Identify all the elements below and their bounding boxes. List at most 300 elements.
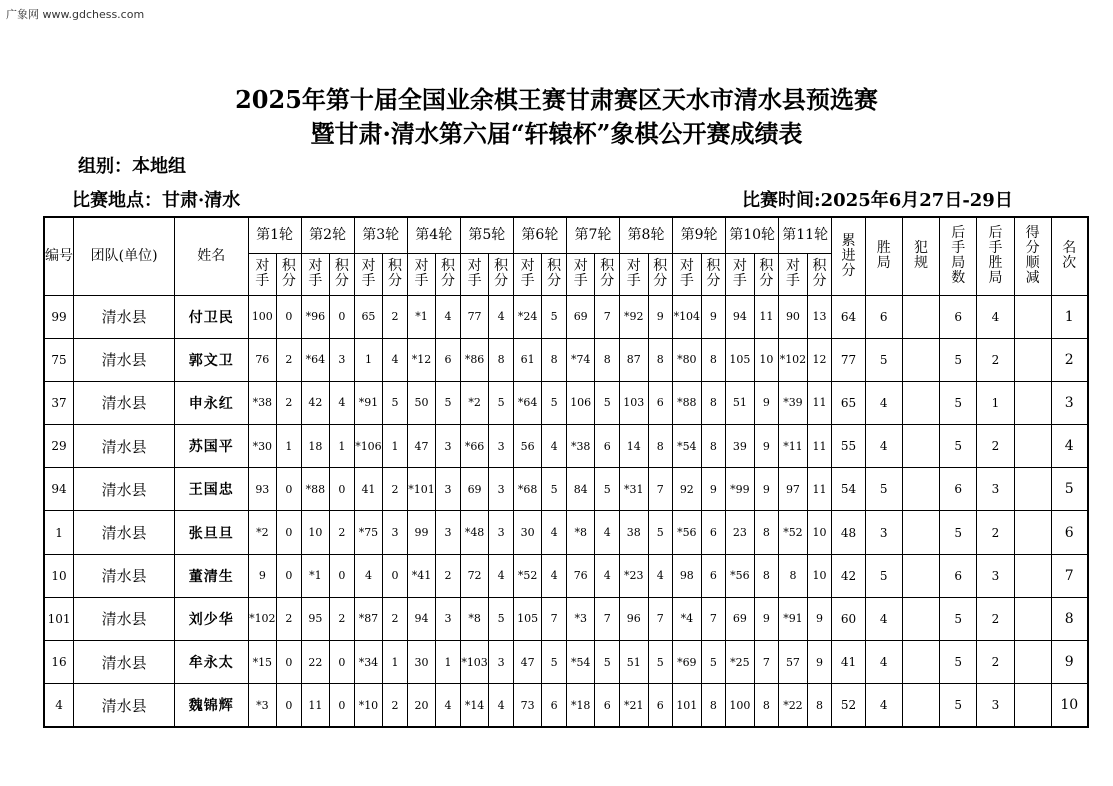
- round-6-opponent: 56: [513, 425, 542, 468]
- round-9-opponent: *88: [673, 381, 702, 424]
- black-games-count: 6: [940, 554, 977, 597]
- round-9-points: 8: [701, 684, 726, 727]
- round-7-opponent: 84: [566, 468, 595, 511]
- round-6-opponent: 73: [513, 684, 542, 727]
- round-11-points: 9: [807, 641, 832, 684]
- round-7-opponent: *18: [566, 684, 595, 727]
- player-team: 清水县: [74, 554, 175, 597]
- round-9-points: 9: [701, 468, 726, 511]
- round-4-points: 4: [436, 684, 461, 727]
- round-8-points: 4: [648, 554, 673, 597]
- round-7-opponent: 69: [566, 295, 595, 338]
- round-4-points: 1: [436, 641, 461, 684]
- round-5-opponent: 72: [460, 554, 489, 597]
- round-2-points: 3: [330, 338, 355, 381]
- round-6-opponent: 61: [513, 338, 542, 381]
- round-10-points: 7: [754, 641, 779, 684]
- header-name: 姓名: [175, 217, 248, 295]
- round-10-opponent: 23: [726, 511, 755, 554]
- player-name: 刘少华: [175, 597, 248, 640]
- player-team: 清水县: [74, 511, 175, 554]
- round-4-points: 4: [436, 295, 461, 338]
- round-1-opponent: *30: [248, 425, 277, 468]
- black-games-count: 5: [940, 425, 977, 468]
- round-11-opponent: 57: [779, 641, 808, 684]
- round-2-points: 2: [330, 597, 355, 640]
- round-8-opponent: 51: [619, 641, 648, 684]
- player-team: 清水县: [74, 338, 175, 381]
- round-9-points: 8: [701, 425, 726, 468]
- header-rank: 名次: [1051, 217, 1088, 295]
- round-11-points: 12: [807, 338, 832, 381]
- round-8-points: 5: [648, 641, 673, 684]
- black-wins-count: 4: [977, 295, 1015, 338]
- reduced-score: [1014, 338, 1051, 381]
- round-10-points: 8: [754, 554, 779, 597]
- round-5-opponent: *8: [460, 597, 489, 640]
- round-11-points: 11: [807, 468, 832, 511]
- round-8-opponent: *21: [619, 684, 648, 727]
- round-1-opponent: *3: [248, 684, 277, 727]
- reduced-score: [1014, 425, 1051, 468]
- player-name: 牟永太: [175, 641, 248, 684]
- table-row: [44, 597, 1088, 640]
- round-8-points: 5: [648, 511, 673, 554]
- header-round-9: 第9轮: [673, 217, 726, 253]
- fouls-count: [902, 381, 940, 424]
- round-5-points: 3: [489, 425, 514, 468]
- wins-count: 5: [865, 468, 902, 511]
- table-row: [44, 295, 1088, 338]
- round-5-opponent: *2: [460, 381, 489, 424]
- round-2-opponent: *64: [301, 338, 330, 381]
- round-4-opponent: 50: [407, 381, 436, 424]
- table-row: [44, 684, 1088, 727]
- round-10-opponent: *99: [726, 468, 755, 511]
- round-2-points: 0: [330, 295, 355, 338]
- round-9-opponent: *54: [673, 425, 702, 468]
- round-5-points: 3: [489, 468, 514, 511]
- round-2-opponent: 11: [301, 684, 330, 727]
- black-games-count: 5: [940, 511, 977, 554]
- header-round-5: 第5轮: [460, 217, 513, 253]
- round-1-points: 0: [277, 468, 302, 511]
- round-3-points: 2: [383, 597, 408, 640]
- black-games-count: 5: [940, 641, 977, 684]
- round-8-points: 6: [648, 381, 673, 424]
- round-11-points: 11: [807, 381, 832, 424]
- round-2-points: 0: [330, 468, 355, 511]
- round-5-opponent: *66: [460, 425, 489, 468]
- reduced-score: [1014, 468, 1051, 511]
- round-4-opponent: 47: [407, 425, 436, 468]
- round-4-opponent: *1: [407, 295, 436, 338]
- round-7-points: 4: [595, 554, 620, 597]
- round-1-points: 1: [277, 425, 302, 468]
- header-round-5-opp: 对手: [460, 253, 489, 295]
- round-3-points: 2: [383, 468, 408, 511]
- black-wins-count: 2: [977, 338, 1015, 381]
- round-9-opponent: *69: [673, 641, 702, 684]
- header-cumulative: 累进分: [832, 217, 866, 295]
- rank-value: 10: [1051, 684, 1088, 727]
- round-2-opponent: 10: [301, 511, 330, 554]
- round-2-points: 0: [330, 684, 355, 727]
- round-11-opponent: *11: [779, 425, 808, 468]
- round-5-points: 5: [489, 597, 514, 640]
- header-round-8-opp: 对手: [619, 253, 648, 295]
- header-id: 编号: [44, 217, 74, 295]
- round-3-opponent: *75: [354, 511, 383, 554]
- round-1-opponent: 93: [248, 468, 277, 511]
- round-5-opponent: *14: [460, 684, 489, 727]
- round-1-points: 2: [277, 338, 302, 381]
- round-8-points: 7: [648, 468, 673, 511]
- round-3-points: 3: [383, 511, 408, 554]
- round-7-points: 6: [595, 425, 620, 468]
- round-3-opponent: *106: [354, 425, 383, 468]
- round-1-opponent: *102: [248, 597, 277, 640]
- round-10-points: 9: [754, 381, 779, 424]
- wins-count: 5: [865, 554, 902, 597]
- header-round-6-opp: 对手: [513, 253, 542, 295]
- round-6-points: 4: [542, 511, 567, 554]
- round-10-points: 9: [754, 425, 779, 468]
- fouls-count: [902, 468, 940, 511]
- round-7-points: 7: [595, 295, 620, 338]
- round-3-opponent: 65: [354, 295, 383, 338]
- round-3-opponent: *87: [354, 597, 383, 640]
- round-6-points: 5: [542, 468, 567, 511]
- round-9-opponent: 92: [673, 468, 702, 511]
- round-10-opponent: 51: [726, 381, 755, 424]
- round-6-points: 8: [542, 338, 567, 381]
- rank-value: 1: [1051, 295, 1088, 338]
- reduced-score: [1014, 597, 1051, 640]
- round-4-opponent: *101: [407, 468, 436, 511]
- player-id: 4: [44, 684, 74, 727]
- round-11-opponent: 90: [779, 295, 808, 338]
- round-8-opponent: *92: [619, 295, 648, 338]
- round-6-points: 7: [542, 597, 567, 640]
- round-11-points: 10: [807, 554, 832, 597]
- cumulative-score: 64: [832, 295, 866, 338]
- player-id: 99: [44, 295, 74, 338]
- player-id: 101: [44, 597, 74, 640]
- player-name: 张旦旦: [175, 511, 248, 554]
- round-3-opponent: 4: [354, 554, 383, 597]
- round-6-points: 4: [542, 554, 567, 597]
- reduced-score: [1014, 295, 1051, 338]
- player-team: 清水县: [74, 641, 175, 684]
- round-1-opponent: *38: [248, 381, 277, 424]
- header-round-11: 第11轮: [779, 217, 832, 253]
- header-round-9-opp: 对手: [673, 253, 702, 295]
- round-2-points: 1: [330, 425, 355, 468]
- rank-value: 2: [1051, 338, 1088, 381]
- round-4-points: 3: [436, 511, 461, 554]
- wins-count: 6: [865, 295, 902, 338]
- player-name: 申永红: [175, 381, 248, 424]
- round-4-points: 3: [436, 468, 461, 511]
- round-5-points: 4: [489, 684, 514, 727]
- rank-value: 8: [1051, 597, 1088, 640]
- wins-count: 4: [865, 425, 902, 468]
- header-black-games: 后手局数: [940, 217, 977, 295]
- black-wins-count: 2: [977, 425, 1015, 468]
- round-4-opponent: 20: [407, 684, 436, 727]
- header-round-6-pts: 积分: [542, 253, 567, 295]
- round-10-opponent: *25: [726, 641, 755, 684]
- fouls-count: [902, 511, 940, 554]
- header-round-4-pts: 积分: [436, 253, 461, 295]
- round-8-points: 7: [648, 597, 673, 640]
- round-2-opponent: *88: [301, 468, 330, 511]
- round-10-opponent: 69: [726, 597, 755, 640]
- group-label: 组别：本地组: [78, 156, 186, 177]
- round-4-points: 5: [436, 381, 461, 424]
- round-6-points: 5: [542, 641, 567, 684]
- table-row: [44, 381, 1088, 424]
- round-7-opponent: *3: [566, 597, 595, 640]
- player-id: 94: [44, 468, 74, 511]
- header-round-8-pts: 积分: [648, 253, 673, 295]
- round-2-opponent: *96: [301, 295, 330, 338]
- header-round-3-pts: 积分: [383, 253, 408, 295]
- round-8-points: 8: [648, 425, 673, 468]
- round-10-points: 8: [754, 684, 779, 727]
- round-4-points: 2: [436, 554, 461, 597]
- round-4-points: 3: [436, 425, 461, 468]
- player-id: 75: [44, 338, 74, 381]
- cumulative-score: 65: [832, 381, 866, 424]
- header-round-1-pts: 积分: [277, 253, 302, 295]
- round-3-points: 4: [383, 338, 408, 381]
- round-8-opponent: *31: [619, 468, 648, 511]
- black-wins-count: 2: [977, 597, 1015, 640]
- player-team: 清水县: [74, 295, 175, 338]
- round-6-opponent: *24: [513, 295, 542, 338]
- round-3-opponent: *34: [354, 641, 383, 684]
- round-4-points: 6: [436, 338, 461, 381]
- round-1-opponent: *2: [248, 511, 277, 554]
- rank-value: 6: [1051, 511, 1088, 554]
- round-6-points: 5: [542, 295, 567, 338]
- round-5-points: 4: [489, 295, 514, 338]
- cumulative-score: 48: [832, 511, 866, 554]
- round-11-opponent: *52: [779, 511, 808, 554]
- round-11-opponent: *91: [779, 597, 808, 640]
- round-3-opponent: *10: [354, 684, 383, 727]
- reduced-score: [1014, 381, 1051, 424]
- round-11-opponent: 97: [779, 468, 808, 511]
- header-round-1-opp: 对手: [248, 253, 277, 295]
- round-7-points: 4: [595, 511, 620, 554]
- round-6-opponent: 105: [513, 597, 542, 640]
- fouls-count: [902, 641, 940, 684]
- fouls-count: [902, 684, 940, 727]
- round-10-opponent: *56: [726, 554, 755, 597]
- document-title-line1: 2025年第十届全国业余棋王赛甘肃赛区天水市清水县预选赛: [235, 85, 878, 114]
- round-8-opponent: 103: [619, 381, 648, 424]
- round-7-opponent: *54: [566, 641, 595, 684]
- results-table: [43, 216, 1089, 728]
- player-name: 苏国平: [175, 425, 248, 468]
- venue-label: 比赛地点：甘肃·清水: [72, 190, 241, 211]
- rank-value: 3: [1051, 381, 1088, 424]
- cumulative-score: 60: [832, 597, 866, 640]
- black-games-count: 5: [940, 381, 977, 424]
- round-1-points: 0: [277, 554, 302, 597]
- player-team: 清水县: [74, 425, 175, 468]
- round-5-opponent: *86: [460, 338, 489, 381]
- header-round-2-pts: 积分: [330, 253, 355, 295]
- reduced-score: [1014, 684, 1051, 727]
- round-9-points: 5: [701, 641, 726, 684]
- wins-count: 4: [865, 597, 902, 640]
- header-round-10: 第10轮: [726, 217, 779, 253]
- round-11-opponent: *39: [779, 381, 808, 424]
- document-title-line2: 暨甘肃·清水第六届“轩辕杯”象棋公开赛成绩表: [310, 119, 803, 148]
- round-9-points: 8: [701, 381, 726, 424]
- table-row: [44, 338, 1088, 381]
- reduced-score: [1014, 554, 1051, 597]
- round-9-opponent: *80: [673, 338, 702, 381]
- round-9-points: 6: [701, 511, 726, 554]
- round-6-points: 4: [542, 425, 567, 468]
- player-team: 清水县: [74, 381, 175, 424]
- round-3-opponent: 41: [354, 468, 383, 511]
- player-team: 清水县: [74, 597, 175, 640]
- player-name: 董清生: [175, 554, 248, 597]
- round-8-opponent: 87: [619, 338, 648, 381]
- round-6-opponent: *68: [513, 468, 542, 511]
- round-1-points: 0: [277, 511, 302, 554]
- header-round-3: 第3轮: [354, 217, 407, 253]
- round-9-points: 9: [701, 295, 726, 338]
- wins-count: 3: [865, 511, 902, 554]
- round-10-opponent: 39: [726, 425, 755, 468]
- header-round-2: 第2轮: [301, 217, 354, 253]
- table-row: [44, 554, 1088, 597]
- round-10-opponent: 105: [726, 338, 755, 381]
- round-3-opponent: *91: [354, 381, 383, 424]
- round-5-opponent: *103: [460, 641, 489, 684]
- black-games-count: 5: [940, 684, 977, 727]
- header-fouls: 犯规: [902, 217, 940, 295]
- cumulative-score: 55: [832, 425, 866, 468]
- round-1-points: 0: [277, 295, 302, 338]
- player-id: 1: [44, 511, 74, 554]
- round-8-points: 8: [648, 338, 673, 381]
- player-id: 37: [44, 381, 74, 424]
- header-round-7-opp: 对手: [566, 253, 595, 295]
- cumulative-score: 52: [832, 684, 866, 727]
- fouls-count: [902, 597, 940, 640]
- header-round-10-opp: 对手: [726, 253, 755, 295]
- round-2-opponent: 42: [301, 381, 330, 424]
- round-6-opponent: 47: [513, 641, 542, 684]
- round-11-points: 10: [807, 511, 832, 554]
- round-9-opponent: *4: [673, 597, 702, 640]
- header-round-10-pts: 积分: [754, 253, 779, 295]
- cumulative-score: 41: [832, 641, 866, 684]
- round-9-opponent: *56: [673, 511, 702, 554]
- round-1-opponent: 9: [248, 554, 277, 597]
- player-name: 郭文卫: [175, 338, 248, 381]
- date-label: 比赛时间:2025年6月27日-29日: [742, 190, 1013, 211]
- round-5-points: 3: [489, 511, 514, 554]
- reduced-score: [1014, 641, 1051, 684]
- black-wins-count: 3: [977, 684, 1015, 727]
- round-5-opponent: 77: [460, 295, 489, 338]
- black-games-count: 6: [940, 468, 977, 511]
- round-7-opponent: *74: [566, 338, 595, 381]
- fouls-count: [902, 338, 940, 381]
- round-8-opponent: *23: [619, 554, 648, 597]
- round-3-points: 2: [383, 295, 408, 338]
- header-round-5-pts: 积分: [489, 253, 514, 295]
- player-name: 魏锦辉: [175, 684, 248, 727]
- round-3-points: 1: [383, 641, 408, 684]
- round-8-opponent: 14: [619, 425, 648, 468]
- round-6-points: 6: [542, 684, 567, 727]
- header-round-11-opp: 对手: [779, 253, 808, 295]
- black-wins-count: 3: [977, 554, 1015, 597]
- black-games-count: 5: [940, 597, 977, 640]
- round-7-points: 5: [595, 468, 620, 511]
- round-1-points: 2: [277, 381, 302, 424]
- table-row: [44, 641, 1088, 684]
- round-8-points: 9: [648, 295, 673, 338]
- wins-count: 4: [865, 641, 902, 684]
- round-7-opponent: *38: [566, 425, 595, 468]
- round-4-opponent: 94: [407, 597, 436, 640]
- round-7-opponent: 106: [566, 381, 595, 424]
- round-8-points: 6: [648, 684, 673, 727]
- round-4-opponent: 30: [407, 641, 436, 684]
- round-6-opponent: *52: [513, 554, 542, 597]
- round-3-points: 2: [383, 684, 408, 727]
- header-reduced: 得分顺减: [1014, 217, 1051, 295]
- rank-value: 5: [1051, 468, 1088, 511]
- round-9-points: 6: [701, 554, 726, 597]
- wins-count: 4: [865, 684, 902, 727]
- round-3-points: 5: [383, 381, 408, 424]
- table-row: [44, 468, 1088, 511]
- round-5-points: 8: [489, 338, 514, 381]
- round-6-opponent: 30: [513, 511, 542, 554]
- rank-value: 9: [1051, 641, 1088, 684]
- wins-count: 4: [865, 381, 902, 424]
- header-round-3-opp: 对手: [354, 253, 383, 295]
- round-11-opponent: *102: [779, 338, 808, 381]
- round-11-points: 9: [807, 597, 832, 640]
- round-4-points: 3: [436, 597, 461, 640]
- round-9-opponent: 101: [673, 684, 702, 727]
- round-1-points: 0: [277, 641, 302, 684]
- header-round-7-pts: 积分: [595, 253, 620, 295]
- round-7-points: 5: [595, 641, 620, 684]
- black-wins-count: 2: [977, 641, 1015, 684]
- round-1-points: 2: [277, 597, 302, 640]
- round-9-points: 8: [701, 338, 726, 381]
- header-round-7: 第7轮: [566, 217, 619, 253]
- round-7-points: 5: [595, 381, 620, 424]
- round-2-opponent: 18: [301, 425, 330, 468]
- wins-count: 5: [865, 338, 902, 381]
- round-5-points: 4: [489, 554, 514, 597]
